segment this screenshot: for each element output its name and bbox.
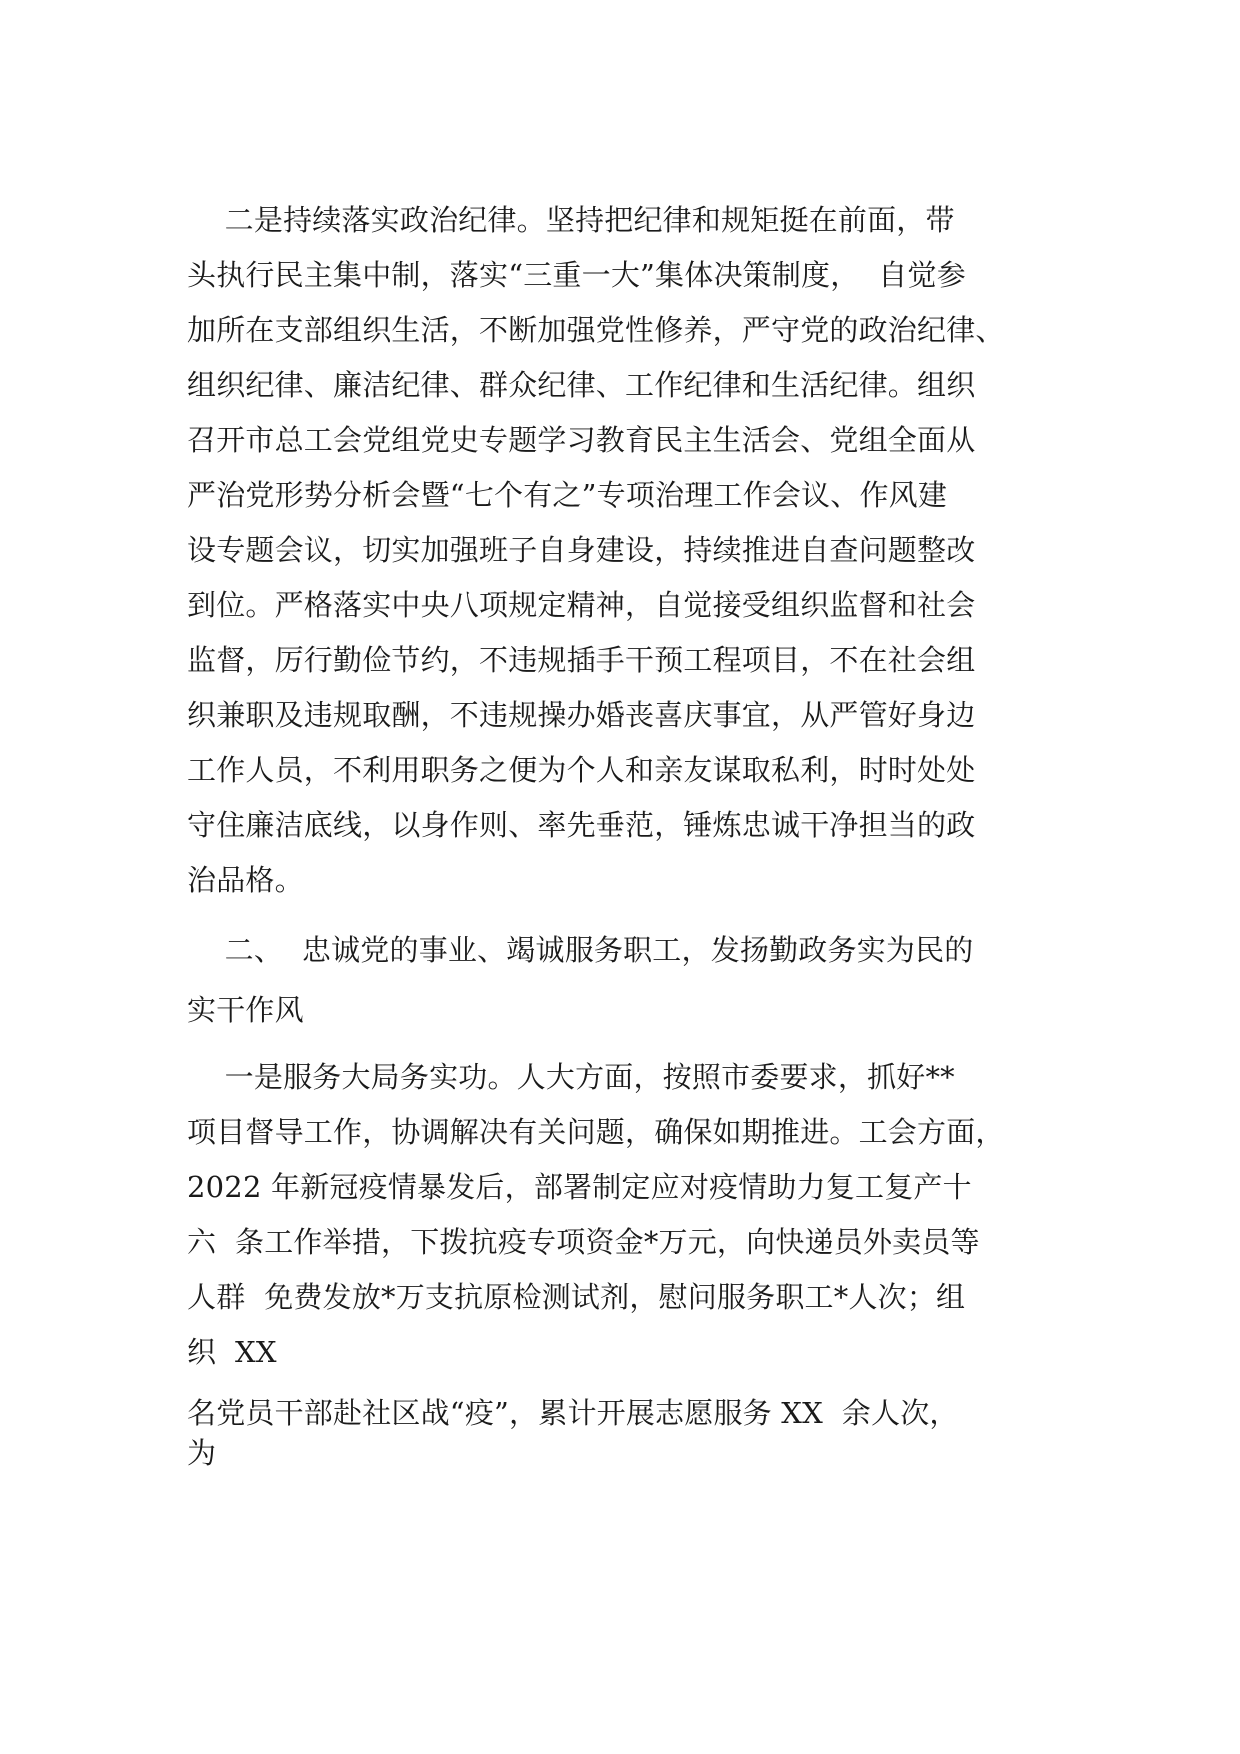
text-line: 设专题会议，切实加强班子自身建设，持续推进自查问题整改 [187, 533, 976, 567]
text-line: 一是服务大局务实功。人大方面，按照市委要求，抓好** [187, 1060, 955, 1094]
text-line: 加所在支部组织生活，不断加强党性修养，严守党的政治纪律、 [187, 313, 1005, 347]
text-line: 人群 免费发放*万支抗原检测试剂，慰问服务职工*人次；组 [187, 1280, 966, 1314]
text-line: 到位。严格落实中央八项规定精神，自觉接受组织监督和社会 [187, 588, 976, 622]
text-line: 二是持续落实政治纪律。坚持把纪律和规矩挺在前面，带 [187, 203, 955, 237]
text-line: 2022 年新冠疫情暴发后，部署制定应对疫情助力复工复产十 [187, 1170, 972, 1204]
text-line: 名党员干部赴社区战“疫”，累计开展志愿服务 XX 余人次， [187, 1396, 959, 1430]
section-heading-continued: 实干作风 [187, 993, 304, 1027]
text-line: 治品格。 [187, 863, 304, 897]
text-line: 守住廉洁底线，以身作则、率先垂范，锤炼忠诚干净担当的政 [187, 808, 976, 842]
text-line: 织兼职及违规取酬，不违规操办婚丧喜庆事宜，从严管好身边 [187, 698, 976, 732]
section-heading: 二、 忠诚党的事业、竭诚服务职工，发扬勤政务实为民的 [187, 933, 974, 967]
text-line: 监督，厉行勤俭节约，不违规插手干预工程项目，不在社会组 [187, 643, 976, 677]
text-line: 织 XX [187, 1335, 277, 1369]
text-line: 召开市总工会党组党史专题学习教育民主生活会、党组全面从 [187, 423, 976, 457]
text-line: 项目督导工作，协调解决有关问题，确保如期推进。工会方面， [187, 1115, 1005, 1149]
text-line: 组织纪律、廉洁纪律、群众纪律、工作纪律和生活纪律。组织 [187, 368, 976, 402]
text-line: 严治党形势分析会暨“七个有之”专项治理工作会议、作风建 [187, 478, 948, 512]
text-line: 工作人员，不利用职务之便为个人和亲友谋取私利，时时处处 [187, 753, 976, 787]
text-line: 为 [187, 1436, 217, 1470]
text-line: 头执行民主集中制，落实“三重一大”集体决策制度， 自觉参 [187, 258, 966, 292]
text-line: 六 条工作举措，下拨抗疫专项资金*万元，向快递员外卖员等 [187, 1225, 980, 1259]
